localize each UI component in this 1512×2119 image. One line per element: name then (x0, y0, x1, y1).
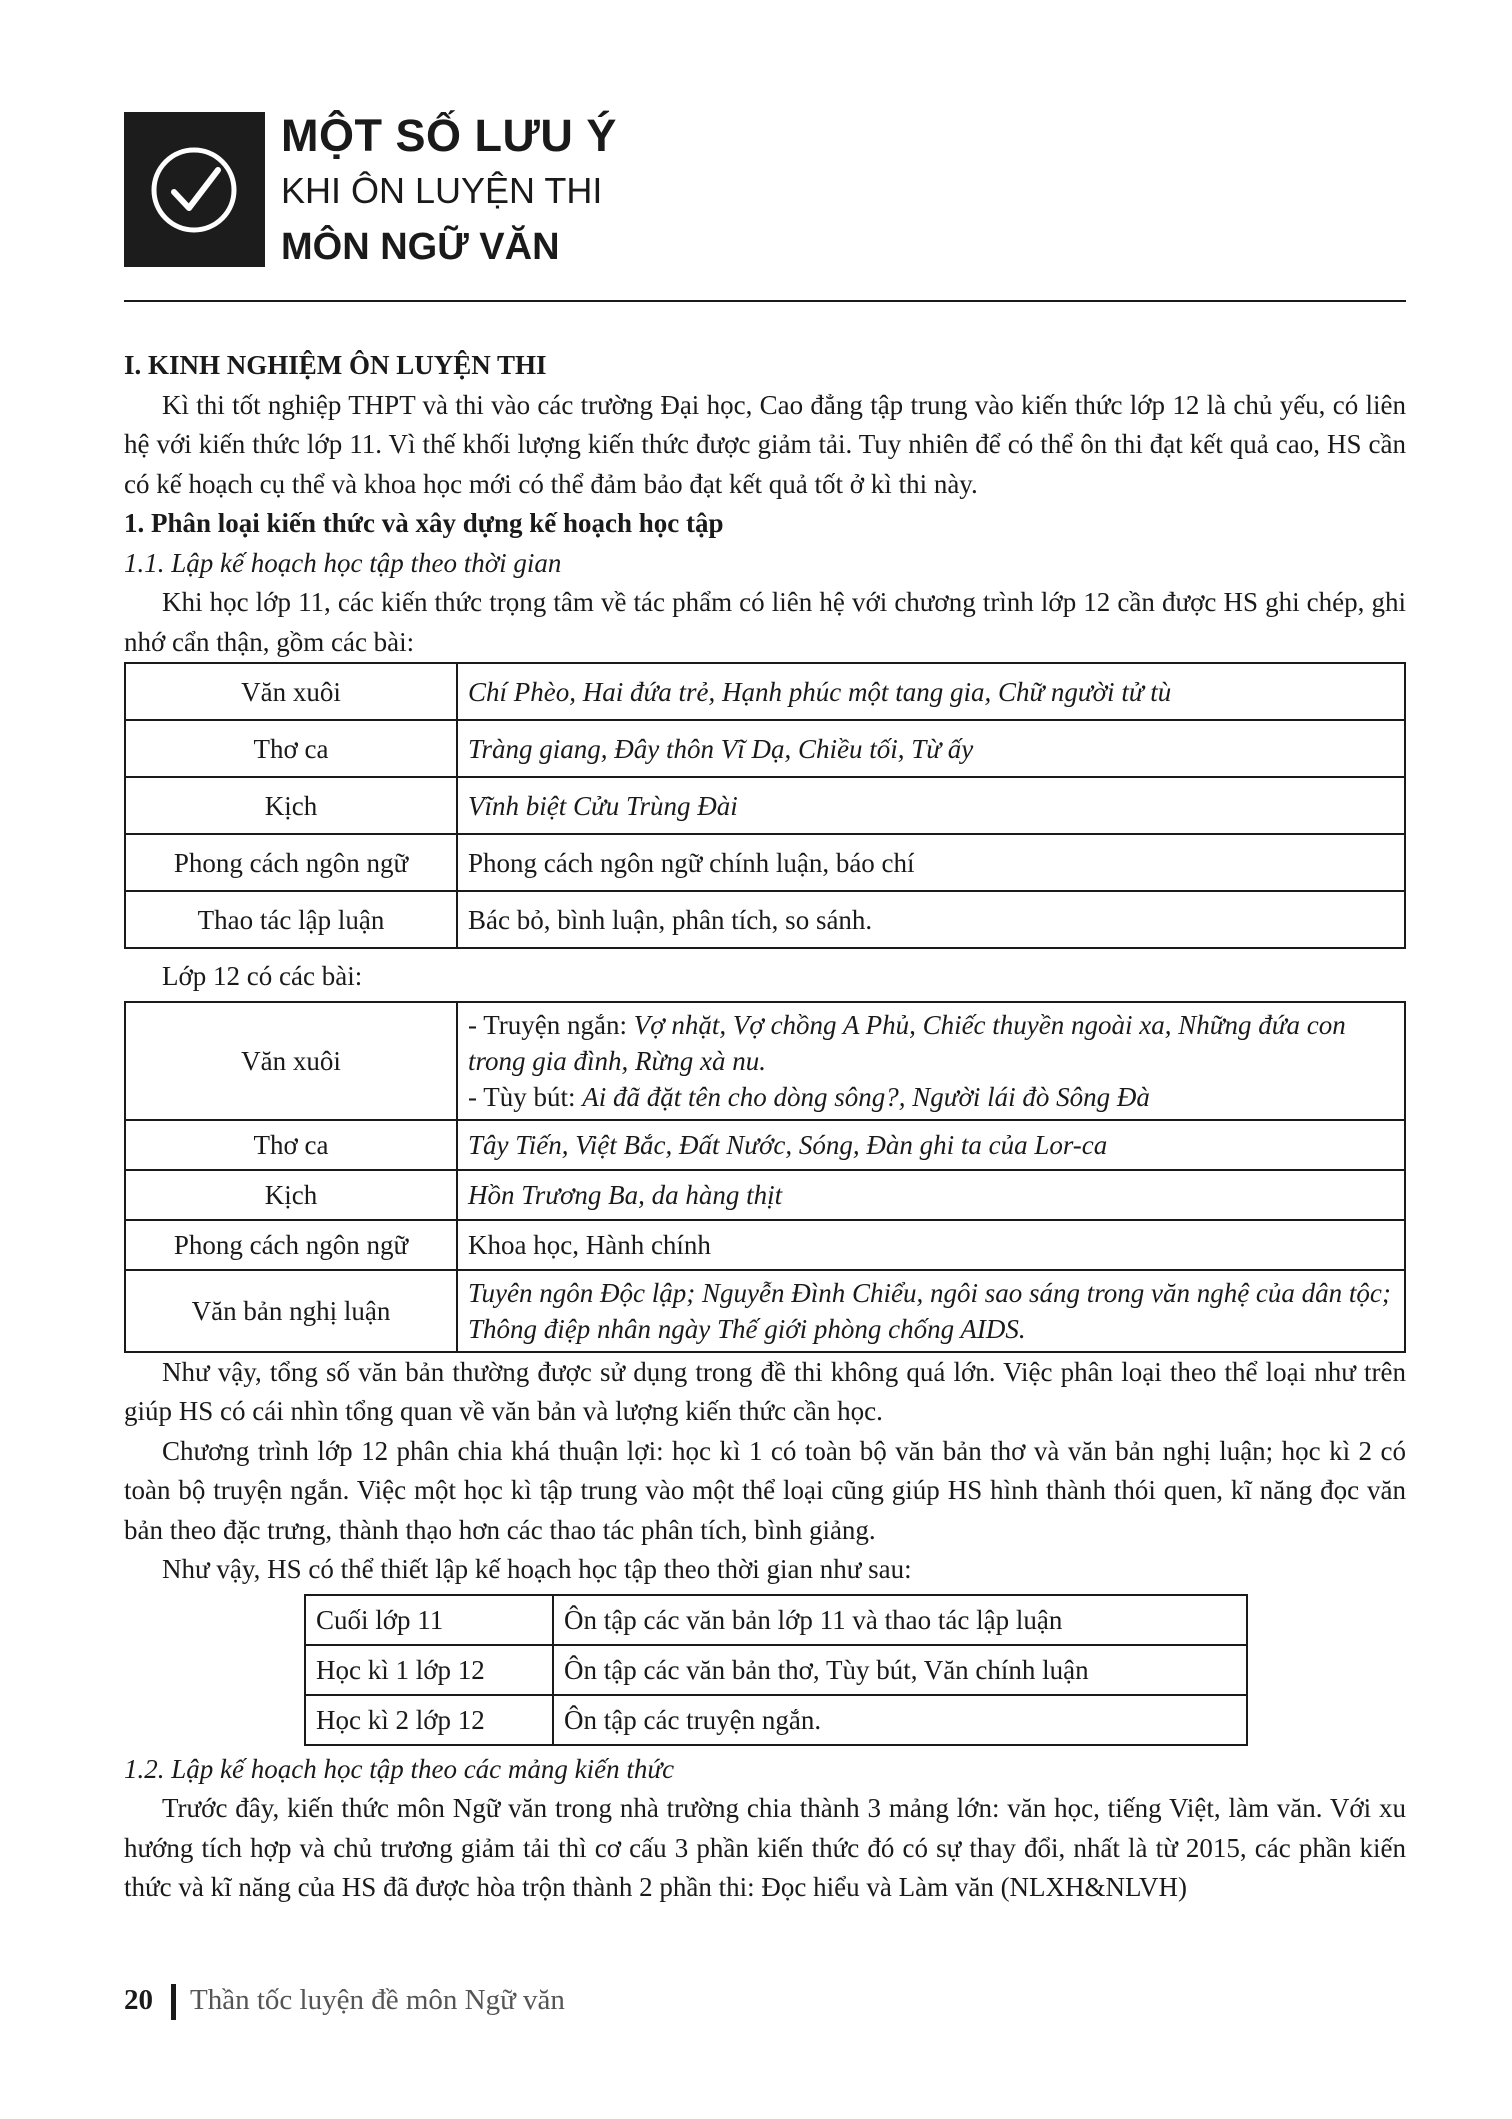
header-title-line-2: KHI ÔN LUYỆN THI (281, 170, 603, 211)
table-row (125, 891, 1405, 948)
content-cell: Tràng giang, Đây thôn Vĩ Dạ, Chiều tối, Từ ấy (457, 720, 1405, 777)
main-content (124, 346, 1406, 1908)
category-cell: Thơ ca (125, 1120, 457, 1170)
grade12-table (124, 1001, 1406, 1353)
header-divider (124, 300, 1406, 302)
subsection-heading-1-1: 1.1. Lập kế hoạch học tập theo thời gian (124, 547, 562, 578)
task-cell: Ôn tập các văn bản lớp 11 và thao tác lập luận (553, 1595, 1247, 1645)
schedule-table (304, 1594, 1248, 1746)
prose-label-essay: - Tùy bút: (468, 1081, 583, 1112)
grade11-table (124, 662, 1406, 949)
header-title-line-1: MỘT SỐ LƯU Ý (281, 110, 617, 161)
content-cell: Bác bỏ, bình luận, phân tích, so sánh. (457, 891, 1405, 948)
grade11-intro: Khi học lớp 11, các kiến thức trọng tâm về tác phẩm có liên hệ với chương trình lớp 12 cần được HS ghi chép, ghi nhớ cẩn thận, gồm các bài: (124, 587, 1406, 657)
task-cell: Ôn tập các văn bản thơ, Tùy bút, Văn chính luận (553, 1645, 1247, 1695)
intro-paragraph: Kì thi tốt nghiệp THPT và thi vào các trường Đại học, Cao đẳng tập trung vào kiến thức lớp 12 là chủ yếu, có liên hệ với kiến thức lớp 11. Vì thế khối lượng kiến thức được giảm tải. Tuy nhiên để có thể ôn thi đạt kết quả cao, HS cần có kế hoạch cụ thể và khoa học mới có thể đảm bảo đạt kết quả tốt ở kì thi này. (124, 389, 1406, 499)
content-cell: Tuyên ngôn Độc lập; Nguyễn Đình Chiểu, ngôi sao sáng trong văn nghệ của dân tộc; Thông điệp nhân ngày Thế giới phòng chống AIDS. (457, 1270, 1405, 1352)
content-cell: Phong cách ngôn ngữ chính luận, báo chí (457, 834, 1405, 891)
subsection-heading-1-2: 1.2. Lập kế hoạch học tập theo các mảng kiến thức (124, 1753, 675, 1784)
category-cell: Văn bản nghị luận (125, 1270, 457, 1352)
prose-label-short-story: - Truyện ngắn: (468, 1009, 634, 1040)
chapter-header (124, 112, 1406, 302)
section-heading: I. KINH NGHIỆM ÔN LUYỆN THI (124, 350, 547, 380)
table-row (125, 777, 1405, 834)
content-cell (457, 1002, 1405, 1120)
table-row (125, 1120, 1405, 1170)
table-row (125, 720, 1405, 777)
category-cell: Văn xuôi (125, 663, 457, 720)
summary-paragraph: Như vậy, tổng số văn bản thường được sử dụng trong đề thi không quá lớn. Việc phân loại theo thể loại như trên giúp HS có cái nhìn tổng quan về văn bản và lượng kiến thức cần học. (124, 1356, 1406, 1426)
subsection-heading-1: 1. Phân loại kiến thức và xây dựng kế hoạch học tập (124, 508, 724, 538)
table-row (125, 663, 1405, 720)
table-row (125, 1002, 1405, 1120)
page-footer (124, 1984, 565, 2020)
program-paragraph: Chương trình lớp 12 phân chia khá thuận lợi: học kì 1 có toàn bộ văn bản thơ và văn bản nghị luận; học kì 2 có toàn bộ truyện ngắn. Việc một học kì tập trung vào một thể loại cũng giúp HS hình thành thói quen, kĩ năng đọc văn bản theo đặc trưng, thành thạo hơn các thao tác phân tích, bình giảng. (124, 1435, 1406, 1545)
category-cell: Kịch (125, 777, 457, 834)
table-row (305, 1595, 1247, 1645)
content-cell: Hồn Trương Ba, da hàng thịt (457, 1170, 1405, 1220)
content-cell: Chí Phèo, Hai đứa trẻ, Hạnh phúc một tang gia, Chữ người tử tù (457, 663, 1405, 720)
table-row (125, 1170, 1405, 1220)
task-cell: Ôn tập các truyện ngắn. (553, 1695, 1247, 1745)
page-number: 20 (124, 1984, 153, 2016)
prose-short-story-list: Vợ nhặt, Vợ chồng A Phủ, Chiếc thuyền ngoài xa, Những đứa con trong gia đình, Rừng xà nu. (468, 1009, 1346, 1076)
footer-divider (171, 1984, 176, 2020)
period-cell: Học kì 1 lớp 12 (305, 1645, 553, 1695)
category-cell: Phong cách ngôn ngữ (125, 1220, 457, 1270)
plan-paragraph: Như vậy, HS có thể thiết lập kế hoạch học tập theo thời gian như sau: (162, 1554, 912, 1584)
content-cell: Vĩnh biệt Cửu Trùng Đài (457, 777, 1405, 834)
prose-essay-list: Ai đã đặt tên cho dòng sông?, Người lái đò Sông Đà (582, 1081, 1150, 1112)
table-row (305, 1645, 1247, 1695)
checkmark-circle-icon (146, 142, 242, 238)
table-row (125, 1220, 1405, 1270)
period-cell: Học kì 2 lớp 12 (305, 1695, 553, 1745)
table-row (125, 834, 1405, 891)
category-cell: Thơ ca (125, 720, 457, 777)
areas-paragraph: Trước đây, kiến thức môn Ngữ văn trong nhà trường chia thành 3 mảng lớn: văn học, tiếng Việt, làm văn. Với xu hướng tích hợp và chủ trương giảm tải thì cơ cấu 3 phần kiến thức đó có sự thay đổi, nhất là từ 2015, các phần kiến thức và kĩ năng của HS đã được hòa trộn thành 2 phần thi: Đọc hiểu và Làm văn (NLXH&NLVH) (124, 1793, 1406, 1902)
category-cell: Thao tác lập luận (125, 891, 457, 948)
category-cell: Phong cách ngôn ngữ (125, 834, 457, 891)
grade12-intro: Lớp 12 có các bài: (162, 961, 363, 991)
category-cell: Văn xuôi (125, 1002, 457, 1120)
content-cell: Tây Tiến, Việt Bắc, Đất Nước, Sóng, Đàn ghi ta của Lor-ca (457, 1120, 1405, 1170)
table-row (305, 1695, 1247, 1745)
category-cell: Kịch (125, 1170, 457, 1220)
period-cell: Cuối lớp 11 (305, 1595, 553, 1645)
content-cell: Khoa học, Hành chính (457, 1220, 1405, 1270)
table-row (125, 1270, 1405, 1352)
book-title: Thần tốc luyện đề môn Ngữ văn (190, 1984, 565, 2016)
header-icon-box (124, 112, 265, 267)
header-title-line-3: MÔN NGỮ VĂN (281, 226, 560, 268)
